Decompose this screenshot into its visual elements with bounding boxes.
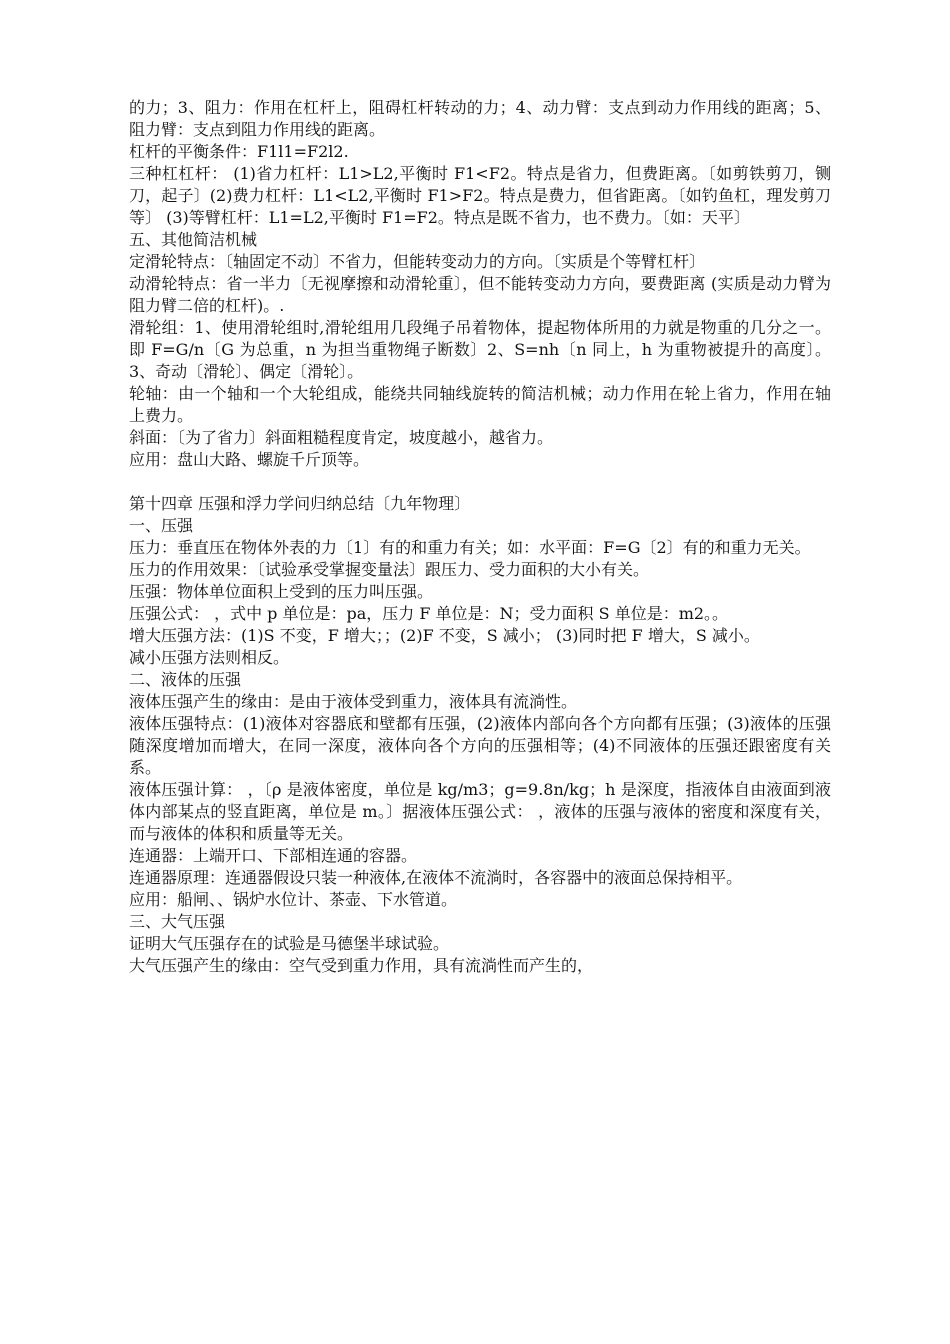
text-line: 大气压强产生的缘由：空气受到重力作用，具有流淌性而产生的， [129, 956, 594, 975]
document-page [129, 97, 831, 977]
text-line: 滑轮组：1、使用滑轮组时,滑轮组用几段绳子吊着物体，提起物体所用的力就是物重的几分之一。即 F=G/n〔G 为总重，n 为担当重物绳子断数〕2、S=nh〔n 同上，h 为重物被提升的高度〕。3、奇动〔滑轮〕、偶定〔滑轮〕。 [129, 318, 831, 381]
text-line: 三种杠杠杆： (1)省力杠杆：L1>L2,平衡时 F1<F2。特点是省力，但费距离。〔如剪铁剪刀，铡刀，起子〕(2)费力杠杆：L1<L2,平衡时 F1>F2。特点是费力，但省距离。〔如钓鱼杠，理发剪刀等〕 (3)等臂杠杆：L1=L2,平衡时 F1=F2。特点是既不省力，也不费力。〔如：天平〕 [129, 164, 831, 227]
text-line: 增大压强方法：(1)S 不变，F 增大；；(2)F 不变，S 减小； (3)同时把 F 增大，S 减小。 [129, 626, 760, 645]
section-heading: 三、大气压强 [129, 912, 226, 931]
text-line: 应用：盘山大路、螺旋千斤顶等。 [129, 450, 370, 469]
text-line: 连通器：上端开口、下部相连通的容器。 [129, 846, 418, 865]
text-line: 连通器原理：连通器假设只装一种液体,在液体不流淌时，各容器中的液面总保持相平。 [129, 868, 743, 887]
text-line: 动滑轮特点：省一半力〔无视摩擦和动滑轮重〕，但不能转变动力方向，要费距离 (实质是动力臂为阻力臂二倍的杠杆)。. [129, 274, 831, 315]
text-line: 的力；3、阻力：作用在杠杆上，阻碍杠杆转动的力；4、动力臂：支点到动力作用线的距离；5、阻力臂：支点到阻力作用线的距离。 [129, 98, 831, 139]
text-line: 压强公式： ，式中 p 单位是：pa，压力 F 单位是：N；受力面积 S 单位是：m2。。 [129, 604, 729, 623]
text-line: 斜面：〔为了省力〕斜面粗糙程度肯定，坡度越小，越省力。 [129, 428, 554, 447]
text-line: 证明大气压强存在的试验是马德堡半球试验。 [129, 934, 450, 953]
text-line: 杠杆的平衡条件：F1l1=F2l2. [129, 142, 349, 161]
text-line: 压力的作用效果：〔试验承受掌握变量法〕跟压力、受力面积的大小有关。 [129, 560, 650, 579]
chapter-title: 第十四章 压强和浮力学问归纳总结〔九年物理〕 [129, 494, 471, 513]
text-line: 液体压强特点：(1)液体对容器底和壁都有压强，(2)液体内部向各个方向都有压强；(3)液体的压强随深度增加而增大，在同一深度，液体向各个方向的压强相等；(4)不同液体的压强还跟密度有关系。 [129, 714, 831, 777]
text-line: 定滑轮特点：〔轴固定不动〕不省力，但能转变动力的方向。〔实质是个等臂杠杆〕 [129, 252, 706, 271]
section-heading: 一、压强 [129, 516, 194, 535]
text-line: 压力：垂直压在物体外表的力〔1〕有的和重力有关；如：水平面：F=G〔2〕有的和重力无关。 [129, 538, 811, 557]
text-line: 轮轴：由一个轴和一个大轮组成，能绕共同轴线旋转的简洁机械；动力作用在轮上省力，作用在轴上费力。 [129, 384, 831, 425]
text-line: 应用：船闸、、锅炉水位计、茶壶、下水管道。 [129, 890, 458, 909]
section-heading: 二、液体的压强 [129, 670, 242, 689]
text-line: 液体压强计算： ，〔ρ 是液体密度，单位是 kg/m3；g=9.8n/kg；h 是深度，指液体自由液面到液体内部某点的竖直距离，单位是 m。〕据液体压强公式： ，液体的压强与液体的密度和深度有关，而与液体的体积和质量等无关。 [129, 780, 831, 843]
text-line: 液体压强产生的缘由：是由于液体受到重力，液体具有流淌性。 [129, 692, 578, 711]
text-line: 减小压强方法则相反。 [129, 648, 290, 667]
paragraph-gap [129, 471, 831, 493]
section-heading: 五、其他简洁机械 [129, 230, 258, 249]
text-line: 压强：物体单位面积上受到的压力叫压强。 [129, 582, 434, 601]
